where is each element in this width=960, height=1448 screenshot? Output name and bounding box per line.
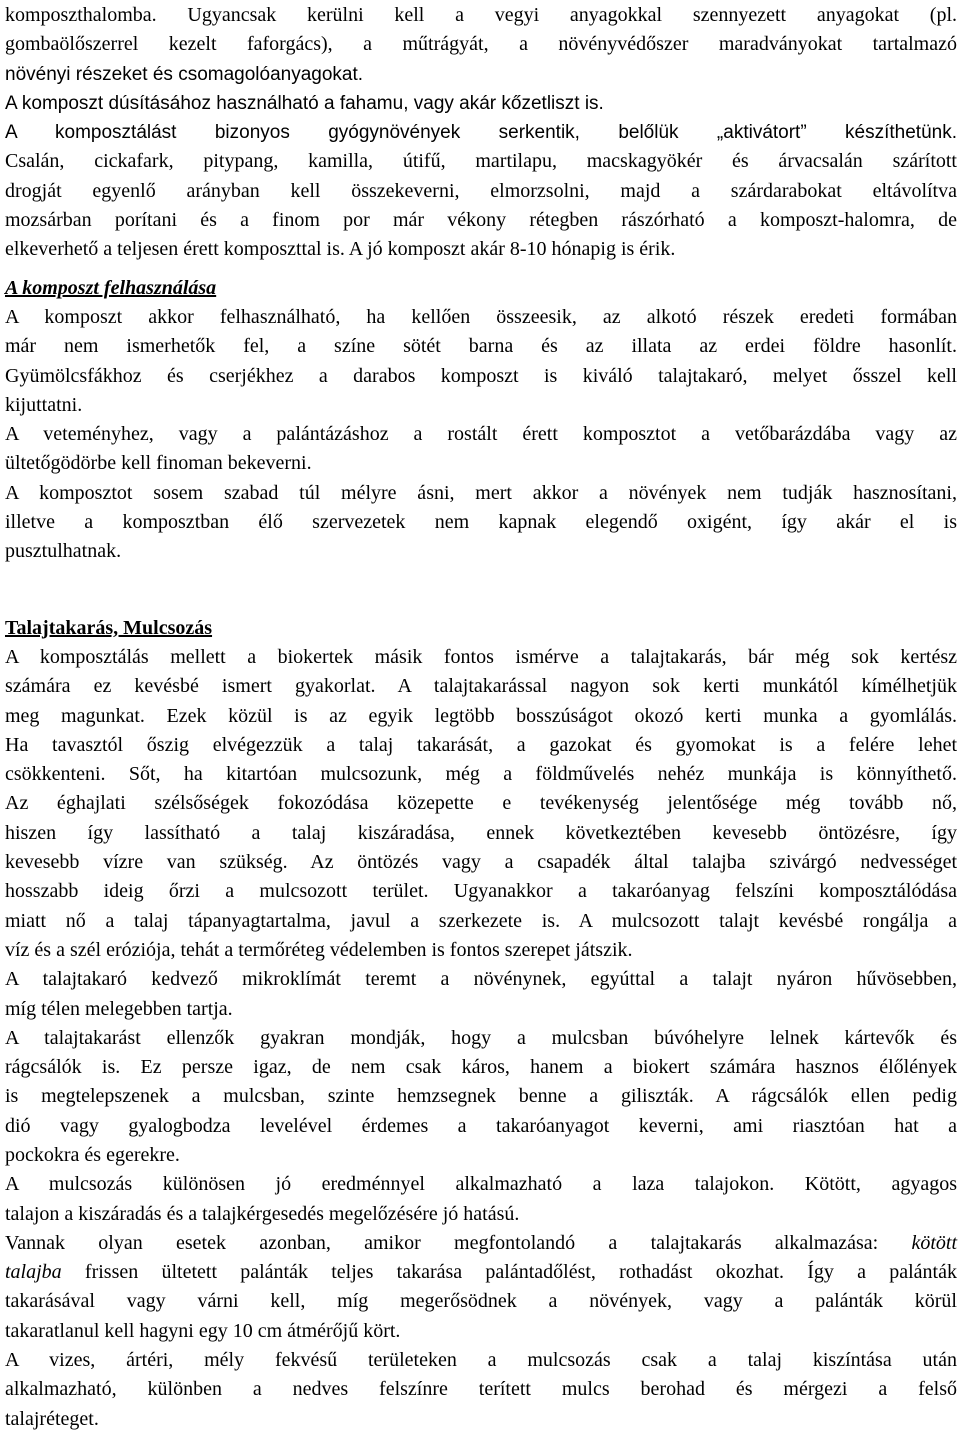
- text-line: gombaölőszerrel kezelt faforgács), a műtrágyát, a növényvédőszer maradványokat tartalmazó: [5, 33, 957, 56]
- text-line: kijuttatni.: [5, 393, 83, 416]
- text-line: meg magunkat. Ezek közül is az egyik legtöbb bosszúságot okozó kerti munka a gyomlálás.: [5, 704, 957, 727]
- text-line: már nem ismerhetők fel, a színe sötét barna és az illata az erdei földre hasonlít.: [5, 335, 957, 358]
- text-line: Az éghajlati szélsőségek fokozódása közepette e tevékenység jelentősége még tovább nő,: [5, 792, 957, 815]
- paragraph-mulching-exceptions: [5, 1229, 957, 1434]
- section-heading-compost-use: A komposzt felhasználása: [5, 276, 217, 299]
- text-line: mozsárban porítani és a finom por már vékony rétegben rászórható a komposzt-halomra, de: [5, 209, 957, 232]
- text-line: A vizes, ártéri, mély fekvésű területeken a mulcsozás csak a talaj kiszíntása után: [5, 1349, 957, 1372]
- text-run: frissen ültetett palánták teljes takarása palántadőlést, rothadást okozhat. Így a palánták: [61, 1261, 957, 1284]
- text-line: Csalán, cickafark, pitypang, kamilla, útifű, martilapu, macskagyökér és árvacsalán szárított: [5, 150, 957, 173]
- text-line: míg télen melegebben tartja.: [5, 997, 233, 1020]
- text-line: A komposzt akkor felhasználható, ha kellően összeesik, az alkotó részek eredeti formában: [5, 305, 957, 328]
- text-line: is megtelepszenek a mulcsban, szinte hemzsegnek benne a giliszták. A rágcsálók ellen pedig: [5, 1085, 957, 1108]
- text-line: kevesebb vízre van szükség. Az öntözés vagy a csapadék által talajba szivárgó nedvességet: [5, 851, 957, 874]
- text-line: hiszen így lassítható a talaj kiszáradása, ennek következtében kevesebb öntözésre, így: [5, 821, 957, 844]
- text-line: hosszabb ideig őrzi a mulcsozott terület. Ugyanakkor a takaróanyag felszíni komposztálódása: [5, 880, 957, 903]
- italic-term: talajba: [5, 1261, 62, 1284]
- text-line: [5, 1258, 957, 1287]
- text-line: miatt nő a talaj tápanyagtartalma, javul a szerkezete is. A mulcsozott talajt kevésbé rongálja a: [5, 909, 957, 932]
- text-line: ültetőgödörbe kell finoman bekeverni.: [5, 452, 312, 475]
- text-line: A talajtakaró kedvező mikroklímát teremt a növénynek, egyúttal a talajt nyáron hűvösebben,: [5, 968, 957, 991]
- text-line: takarásával vagy várni kell, míg megerősödnek a növények, vagy a palánták körül: [5, 1290, 957, 1313]
- text-line: takaratlanul kell hagyni egy 10 cm átmérőjű kört.: [5, 1319, 401, 1342]
- text-line: A mulcsozás különösen jó eredménnyel alkalmazható a laza talajokon. Kötött, agyagos: [5, 1173, 957, 1196]
- text-line: A komposztálást bizonyos gyógynövények serkentik, belőlük „aktivátort” készíthetünk.: [5, 122, 957, 144]
- text-line: drogját egyenlő arányban kell összekeverni, elmorzsolni, majd a szárdarabokat eltávolítva: [5, 179, 957, 202]
- text-line: növényi részeket és csomagolóanyagokat.: [5, 63, 364, 85]
- document-page: [5, 1, 957, 1434]
- text-line: illetve a komposztban élő szervezetek nem kapnak elegendő oxigént, így akár el is: [5, 511, 957, 534]
- text-line: A komposzt dúsításához használható a fahamu, vagy akár kőzetliszt is.: [5, 92, 604, 114]
- text-line: Gyümölcsfákhoz és cserjékhez a darabos komposzt is kiváló talajtakaró, melyet ősszel kell: [5, 364, 957, 387]
- section-heading-mulching: Talajtakarás, Mulcsozás: [5, 616, 213, 639]
- text-line: rágcsálók is. Ez persze igaz, de nem csak káros, hanem a biokert számára hasznos élőlények: [5, 1056, 957, 1079]
- text-line: A komposztálás mellett a biokertek másik fontos ismérve a talajtakarás, bár még sok kertész: [5, 645, 957, 668]
- text-line: dió vagy gyalogbodza levelével érdemes a takaróanyagot keverni, ami riasztóan hat a: [5, 1114, 957, 1137]
- spacer: [5, 567, 957, 614]
- paragraph-mulching: [5, 643, 957, 1229]
- paragraph-composting-intro: [5, 1, 957, 265]
- italic-term: kötött: [911, 1231, 957, 1254]
- text-line: víz és a szél eróziója, tehát a termőréteg védelemben is fontos szerepet játszik.: [5, 938, 633, 961]
- text-line: A komposztot sosem szabad túl mélyre ásni, mert akkor a növények nem tudják hasznosítani,: [5, 481, 957, 504]
- text-line: talajon a kiszáradás és a talajkérgesedés megelőzésére jó hatású.: [5, 1202, 520, 1225]
- text-line: alkalmazható, különben a nedves felszínre terített mulcs berohad és mérgezi a felső: [5, 1378, 957, 1401]
- text-line: talajréteget.: [5, 1407, 99, 1430]
- text-line: komposzthalomba. Ugyancsak kerülni kell a vegyi anyagokkal szennyezett anyagokat (pl.: [5, 4, 957, 26]
- text-line: elkeverhető a teljesen érett komposzttal is. A jó komposzt akár 8-10 hónapig is érik.: [5, 238, 676, 261]
- text-line: pockokra és egerekre.: [5, 1143, 180, 1166]
- text-line: A veteményhez, vagy a palántázáshoz a rostált érett komposztot a vetőbarázdába vagy az: [5, 423, 957, 446]
- paragraph-compost-use: [5, 303, 957, 567]
- text-run: Vannak olyan esetek azonban, amikor megfontolandó a talajtakarás alkalmazása:: [5, 1231, 912, 1254]
- text-line: [5, 1229, 957, 1258]
- text-line: Ha tavasztól őszig elvégezzük a talaj takarását, a gazokat és gyomokat is a felére lehet: [5, 733, 957, 756]
- text-line: csökkenteni. Sőt, ha kitartóan mulcsozunk, még a földművelés nehéz munkája is könnyíthető.: [5, 763, 957, 786]
- text-line: számára ez kevésbé ismert gyakorlat. A talajtakarással nagyon sok kerti munkától kímélhetjük: [5, 675, 957, 698]
- spacer: [5, 265, 957, 274]
- text-line: A talajtakarást ellenzők gyakran mondják, hogy a mulcsban búvóhelyre lelnek kártevők és: [5, 1026, 957, 1049]
- text-line: pusztulhatnak.: [5, 540, 122, 563]
